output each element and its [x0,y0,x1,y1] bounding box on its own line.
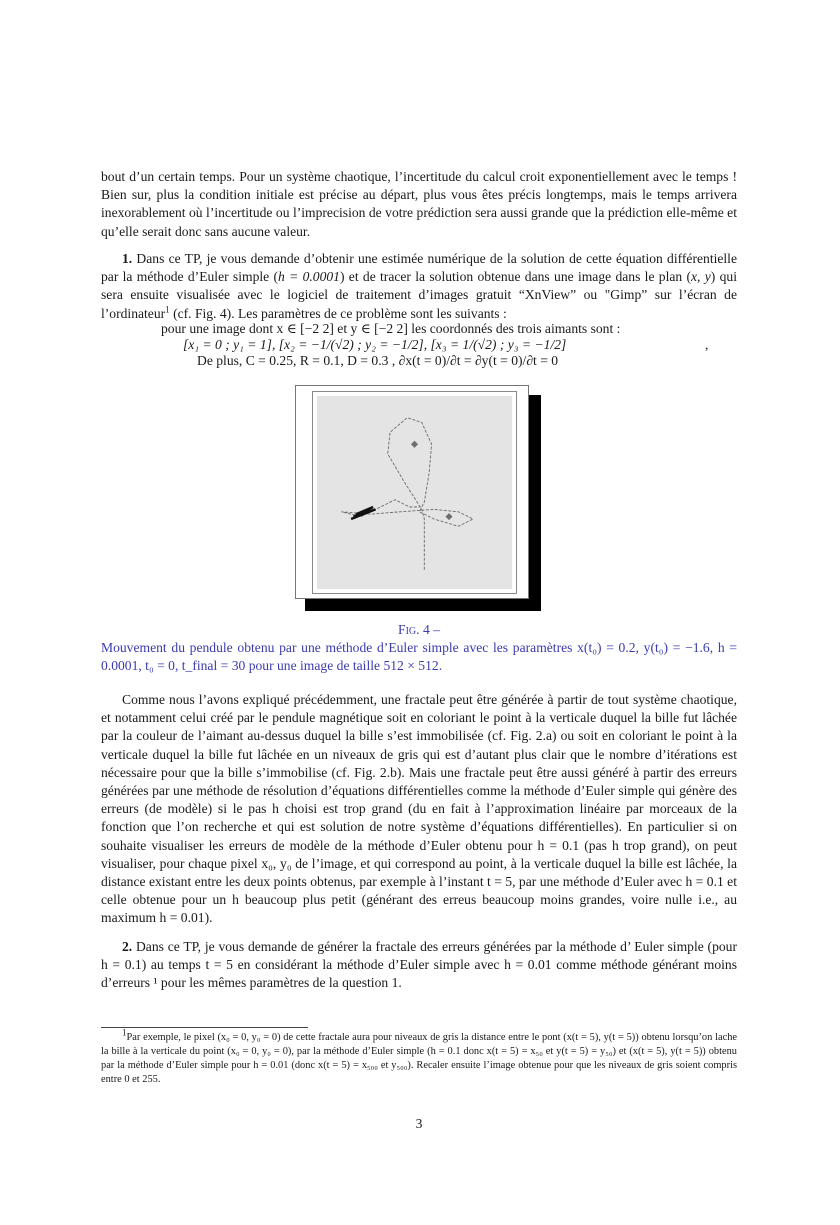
plot-background [317,396,512,589]
q2-text: Dans ce TP, je vous demande de générer la fractale des erreurs générées par la méthode d’ Euler simple (pour h = 0.1) au temps t = 5 en considérant la méthode d’Euler simple avec h = 0.01 comme méthode générant moins d’erreurs ¹ pour les mêmes paramètres de la question 1. [101,939,737,991]
q1-text-a: Dans ce TP, je vous demande d’obtenir une estimée numérique de la solution de cette équation différentielle par la méthode d’Euler simple ( [101,251,737,285]
figure-label: Fig. 4 – [398,622,440,637]
page-number: 3 [415,1116,423,1131]
figure-caption [101,621,737,675]
figure-image [312,391,517,594]
paragraph-question-2 [101,938,737,993]
question-2-number: 2. [122,939,133,954]
q1-step-size: h = 0.0001 [278,269,340,285]
paragraph-body: Comme nous l’avons expliqué précédemment, une fractale peut être générée à partir de tout système chaotique, et notamment celui créé par le pendule magnétique soit en coloriant le point à la verticale duquel la bille fut lâchée par la couleur de l’aimant au-dessus duquel la bille s’est immobilisée (cf. Fig. 2.a) ou soit en coloriant le point à la verticale duquel la bille fut lâchée en un niveaux de gris qui est d’autant plus clair que le nombre d’itérations est nécessaire pour que la bille s’immobilise (cf. Fig. 2.b). Mais une fractale peut être aussi généré à partir des erreurs générées par une méthode de résolution d’équations différentielles comme la méthode d’Euler simple qui génère des erreurs (de modèle) si le pas h choisi est trop grand (du en fait à l’approximation linéaire par morceaux de la fonction que l’on recherche et qui est solution de notre système d’équations différentielles). En particulier si on souhaite visualiser les erreurs de modèle de la méthode d’Euler obtenu pour h = 0.1 (pas h trop grand), on peut visualiser, pour chaque pixel x₀, y₀ de l’image, et qui correspond au point, à la verticale duquel la bille est lâchée, la distance existant entre les deux points obtenus, par exemple à l’instant t = 5, par une méthode d’Euler avec h = 0.1 et celle obtenue pour un h beaucoup plus petit (générant des erreus beaucoup moins grandes, voire nulle i.e., au maximum h = 0.01). [101,692,737,926]
q1-text-b: ) et de tracer la solution obtenue dans une image dans le plan ( [339,269,692,285]
question-1-number: 1. [122,251,133,266]
pendulum-trajectory-plot [317,396,512,589]
params-comma: , [705,337,709,352]
footnote-mark: 1 [122,1027,127,1038]
figure-frame [295,385,529,599]
params-line-1: pour une image dont x ∈ [−2 2] et y ∈ [−2 2] les coordonnés des trois aimants sont : [161,321,621,336]
figure-caption-text: Mouvement du pendule obtenu par une méthode d’Euler simple avec les paramètres x(t₀) = 0.2, y(t₀) = −1.6, h = 0.0001, t₀ = 0, t_final = 30 pour une image de taille 512 × 512. [101,640,737,674]
params-line-magnets: [x₁ = 0 ; y₁ = 1], [x₂ = −1/(√2) ; y₂ = −1/2], [x₃ = 1/(√2) ; y₃ = −1/2] [183,337,567,352]
paragraph-question-1 [101,250,737,323]
footnote-rule [101,1027,308,1028]
q1-text-d: (cf. Fig. 4). Les paramètres de ce problème sont les suivants : [169,305,507,321]
footnote [101,1027,737,1087]
figure-4 [295,385,541,611]
paragraph-intro: bout d’un certain temps. Pour un système chaotique, l’incertitude du calcul croit exponentiellement avec le temps ! Bien sur, plus la condition initiale est précise au départ, plus vous êtes précis longtemps, mais le temps arrivera inexorablement où l’incertitude ou l’imprecision de votre prédiction sera aussi grande que la prédiction elle-même et qu’elle serait donc sans aucune valeur. [101,169,737,239]
q1-text-c: ) qui sera ensuite visualisée avec le logiciel de traitement d’images gratuit “XnView” ou "Gimp” sur l’écran de l’ordinateur [101,269,737,321]
footnote-text: Par exemple, le pixel (x₀ = 0, y₀ = 0) de cette fractale aura pour niveaux de gris la distance entre le pont (x(t = 5), y(t = 5)) obtenu lorsqu’on lache la bille à la verticale du point (x₀ = 0, y₀ = 0), par la méthode d’Euler simple (h = 0.1 donc x(t = 5) = x₅₀ et y(t = 5) = y₅₀) et (x(t = 5), y(t = 5)) obtenu par la méthode d’Euler simple pour h = 0.01 (donc x(t = 5) = x₅₀₀ et y₅₀₀). Recaler ensuite l’image obtenue pour que les niveaux de gris soient compris entre 0 et 255. [101,1032,737,1085]
q1-plane: x, y [691,269,711,285]
params-line-constants: De plus, C = 0.25, R = 0.1, D = 0.3 , ∂x(t = 0)/∂t = ∂y(t = 0)/∂t = 0 [197,353,559,368]
footnote-ref[interactable]: 1 [165,304,170,315]
